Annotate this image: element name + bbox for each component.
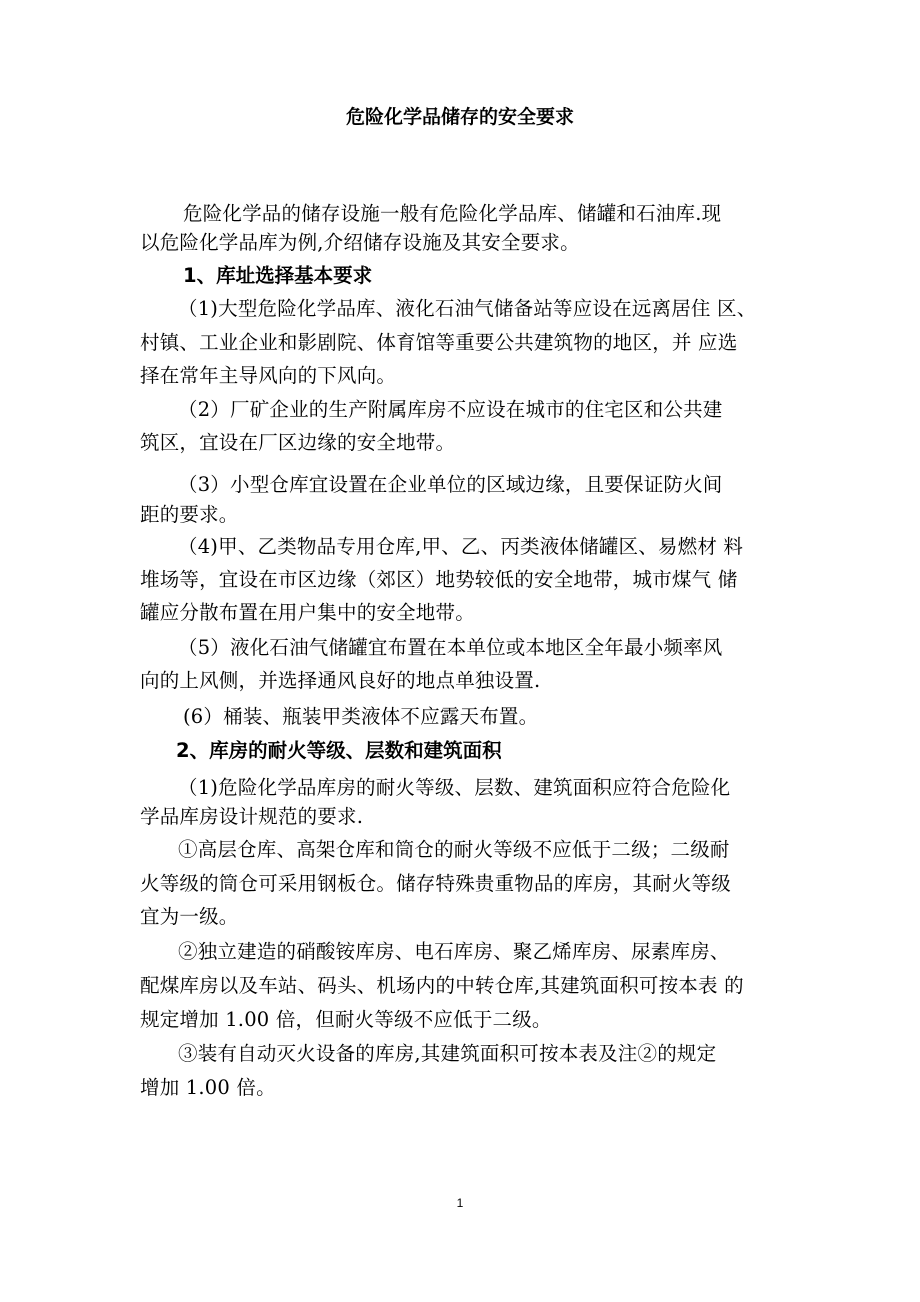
s1-item2-line2: 筑区，宜设在厂区边缘的安全地带。 bbox=[140, 431, 456, 454]
s1-item4-line3: 罐应分散布置在用户集中的安全地带。 bbox=[140, 601, 475, 624]
s1-item3-line2: 距的要求。 bbox=[140, 503, 239, 526]
intro-line-2: 以危险化学品库为例,介绍储存设施及其安全要求。 bbox=[140, 231, 580, 254]
s1-item3-line1: （3）小型仓库宜设置在企业单位的区域边缘，且要保证防火间 bbox=[178, 473, 723, 496]
s1-item5-line1: （5）液化石油气储罐宜布置在本单位或本地区全年最小频率风 bbox=[178, 636, 723, 659]
s1-item4-line2: 堆场等，宜设在市区边缘（郊区）地势较低的安全地带，城市煤气 储 bbox=[140, 568, 738, 591]
section-2-heading: 2、库房的耐火等级、层数和建筑面积 bbox=[176, 739, 502, 762]
s2-item2-line1: ①高层仓库、高架仓库和筒仓的耐火等级不应低于二级；二级耐 bbox=[178, 838, 730, 861]
s2-item4-line1: ③装有自动灭火设备的库房,其建筑面积可按本表及注②的规定 bbox=[178, 1042, 717, 1065]
s1-item5-line2: 向的上风侧，并选择通风良好的地点单独设置. bbox=[140, 669, 541, 692]
s2-item2-line3: 宜为一级。 bbox=[140, 905, 239, 928]
s2-item2-line2: 火等级的筒仓可采用钢板仓。储存特殊贵重物品的库房，其耐火等级 bbox=[140, 872, 732, 895]
s1-item1-line3: 择在常年主导风向的下风向。 bbox=[140, 364, 397, 387]
s1-item1-line1: （1)大型危险化学品库、液化石油气储备站等应设在远离居住 区、 bbox=[178, 297, 757, 320]
s2-item1-line1: （1)危险化学品库房的耐火等级、层数、建筑面积应符合危险化 bbox=[178, 776, 731, 799]
page-title: 危险化学品储存的安全要求 bbox=[345, 106, 574, 128]
page-number: 1 bbox=[456, 1196, 464, 1210]
s2-item3-line1: ②独立建造的硝酸铵库房、电石库房、聚乙烯库房、尿素库房、 bbox=[178, 940, 730, 963]
s1-item2-line1: （2）厂矿企业的生产附属库房不应设在城市的住宅区和公共建 bbox=[178, 398, 723, 421]
s1-item1-line2: 村镇、工业企业和影剧院、体育馆等重要公共建筑物的地区，并 应选 bbox=[140, 331, 738, 354]
section-1-heading: 1、库址选择基本要求 bbox=[183, 264, 373, 287]
s2-item4-line2: 增加 1.00 倍。 bbox=[140, 1076, 276, 1099]
s2-item1-line2: 学品库房设计规范的要求. bbox=[140, 805, 364, 828]
s2-item3-line3: 规定增加 1.00 倍，但耐火等级不应低于二级。 bbox=[140, 1008, 552, 1031]
s2-item3-line2: 配煤库房以及车站、码头、机场内的中转仓库,其建筑面积可按本表 的 bbox=[140, 974, 744, 997]
s1-item4-line1: （4)甲、乙类物品专用仓库,甲、乙、丙类液体储罐区、易燃材 料 bbox=[178, 535, 744, 558]
s1-item6-line1: (6）桶装、瓶装甲类液体不应露天布置。 bbox=[183, 705, 539, 728]
intro-line-1: 危险化学品的储存设施一般有危险化学品库、储罐和石油库.现 bbox=[183, 202, 722, 225]
